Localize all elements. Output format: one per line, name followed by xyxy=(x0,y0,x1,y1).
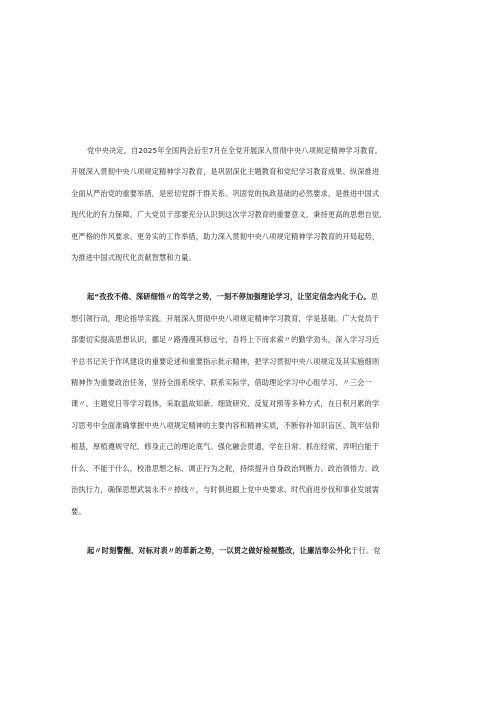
paragraph-intro xyxy=(71,140,459,268)
text-line: 什么、不能干什么，校准思想之标、调正行为之舵，持续提升自身政治判断力、政治领悟力、政 xyxy=(71,463,380,473)
paragraph-lead-rest: 于行。党 xyxy=(351,545,381,555)
text-line: 部要切实提高思想认识，挪足〃路漫漫其修远兮，吾将上下而求索〃的勤学劲头，深入学习习近 xyxy=(71,335,380,345)
text-line: 现代化的有力保障。广大党员干部要充分认识到这次学习教育的重要意义，秉持更高的思想自觉、 xyxy=(71,210,387,220)
text-line: 党中央决定，自2025年全国两会后至7月在全党开展深入贯彻中央八项规定精神学习教育。 xyxy=(87,146,383,155)
text-line: 治执行力，确保思想武装永不〃掉线〃，与时俱进跟上党中央要求、时代前进步伐和事业发展需 xyxy=(71,485,380,495)
paragraph-lead-line xyxy=(71,540,459,561)
text-line: 习思考中全面准确掌握中央八项规定精神的主要内容和精神实质，不断弥补知识盲区、筑牢信仰 xyxy=(71,420,380,430)
paragraph-spacer xyxy=(71,522,459,540)
paragraph-rectify xyxy=(71,540,459,561)
text-line: 开展深入贯彻中央八项规定精神学习教育，是巩固深化主题教育和党纪学习教育成果、纵深推进 xyxy=(71,167,380,177)
text-line: 精神作为重要政治任务，坚持全面系统学、联系实际学，借助理论学习中心组学习、〃三会一 xyxy=(71,378,372,388)
text-line: 课〃、主题党日等学习载体，采取温故知新、细致研究、反复对照等多种方式，在日积月累的学 xyxy=(71,399,380,409)
paragraph-heading: 起〃时刻警醒、对标对表〃的革新之势，一以贯之做好检视整改，让廉洁奉公外化 xyxy=(87,545,352,555)
text-line: 全面从严治党的重要举措，是密切党群干群关系、巩固党的执政基础的必然要求，是推进中国式 xyxy=(71,188,380,198)
text-line: 为推进中国式现代化贡献智慧和力量。 xyxy=(71,253,196,263)
paragraph-lead-rest: 思 xyxy=(370,292,379,302)
paragraph-heading: 起“孜孜不倦、深研细悟〃的笃学之势，一刻不停加强理论学习，让坚定信念内化于心。 xyxy=(87,292,371,302)
text-line: 根基，厚植遵规守纪、修身正己的理论底气。强化融会贯通，学在日常、抓在经常，弄明白能干 xyxy=(71,442,380,452)
paragraph-spacer xyxy=(71,268,459,286)
paragraph-study xyxy=(71,286,459,521)
text-line: 想引领行动，理论指导实践。开展深入贯彻中央八项规定精神学习教育，学是基础。广大党员干 xyxy=(71,313,380,323)
paragraph-lead-line xyxy=(71,286,459,307)
text-line: 更严格的作风要求、更务实的工作举措，助力深入贯彻中央八项规定精神学习教育的开局起势， xyxy=(71,231,380,241)
text-line: 要。 xyxy=(71,506,86,516)
text-line: 平总书记关于作风建设的重要论述和重要指示批示精神，把学习贯彻中央八项规定及其实施细则 xyxy=(71,356,380,366)
